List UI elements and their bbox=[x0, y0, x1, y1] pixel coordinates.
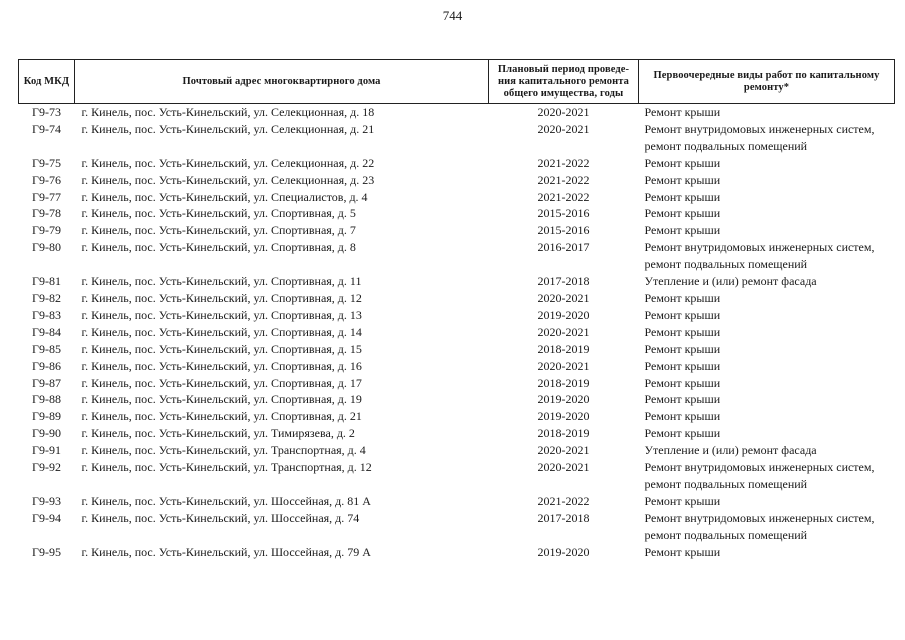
cell-period: 2019-2020 bbox=[537, 307, 590, 322]
cell-code: Г9-78 bbox=[32, 206, 61, 221]
works-line: Ремонт внутридомовых инженерных систем, bbox=[644, 510, 875, 525]
cell-period: 2017-2018 bbox=[537, 510, 590, 525]
cell-address: г. Кинель, пос. Усть-Кинельский, ул. Спортивная, д. 11 bbox=[81, 274, 362, 289]
table-row bbox=[19, 493, 895, 510]
works-line: Ремонт крыши bbox=[644, 189, 721, 204]
cell-code: Г9-74 bbox=[32, 121, 61, 136]
cell-code: Г9-85 bbox=[32, 341, 61, 356]
cell-code: Г9-95 bbox=[32, 544, 61, 559]
works-line: Ремонт внутридомовых инженерных систем, bbox=[644, 121, 875, 136]
table-row bbox=[19, 324, 895, 341]
cell-code: Г9-83 bbox=[32, 307, 61, 322]
table-row bbox=[19, 205, 895, 222]
cell-period: 2020-2021 bbox=[537, 121, 590, 136]
works-line: Ремонт крыши bbox=[644, 358, 721, 373]
cell-code: Г9-75 bbox=[32, 155, 61, 170]
cell-period: 2016-2017 bbox=[537, 240, 590, 255]
table-row bbox=[19, 222, 895, 239]
works-line: Ремонт крыши bbox=[644, 493, 721, 508]
cell-address: г. Кинель, пос. Усть-Кинельский, ул. Транспортная, д. 12 bbox=[81, 460, 372, 475]
table-row bbox=[19, 408, 895, 425]
cell-period: 2019-2020 bbox=[537, 544, 590, 559]
cell-code: Г9-91 bbox=[32, 443, 61, 458]
table-row bbox=[19, 155, 895, 172]
header-period: Плановый период проведе-ния капитального ремонта общего имущества, годы bbox=[489, 60, 639, 104]
works-line: Ремонт крыши bbox=[644, 426, 721, 441]
cell-code: Г9-76 bbox=[32, 172, 61, 187]
cell-works bbox=[639, 358, 895, 375]
cell-works bbox=[639, 172, 895, 189]
works-line: Ремонт крыши bbox=[644, 290, 721, 305]
table-row bbox=[19, 459, 895, 493]
cell-period: 2019-2020 bbox=[537, 409, 590, 424]
cell-address: г. Кинель, пос. Усть-Кинельский, ул. Специалистов, д. 4 bbox=[81, 189, 368, 204]
cell-works bbox=[639, 375, 895, 392]
cell-address: г. Кинель, пос. Усть-Кинельский, ул. Спортивная, д. 8 bbox=[81, 240, 356, 255]
cell-code: Г9-86 bbox=[32, 358, 61, 373]
cell-period: 2015-2016 bbox=[537, 223, 590, 238]
cell-code: Г9-77 bbox=[32, 189, 61, 204]
cell-address: г. Кинель, пос. Усть-Кинельский, ул. Селекционная, д. 23 bbox=[81, 172, 375, 187]
cell-works bbox=[639, 307, 895, 324]
cell-address: г. Кинель, пос. Усть-Кинельский, ул. Спортивная, д. 12 bbox=[81, 290, 362, 305]
cell-period: 2020-2021 bbox=[537, 324, 590, 339]
cell-address: г. Кинель, пос. Усть-Кинельский, ул. Селекционная, д. 18 bbox=[81, 105, 375, 119]
cell-address: г. Кинель, пос. Усть-Кинельский, ул. Спортивная, д. 19 bbox=[81, 392, 362, 407]
cell-address: г. Кинель, пос. Усть-Кинельский, ул. Спортивная, д. 21 bbox=[81, 409, 362, 424]
works-line: Ремонт крыши bbox=[644, 392, 721, 407]
cell-address: г. Кинель, пос. Усть-Кинельский, ул. Селекционная, д. 21 bbox=[81, 121, 375, 136]
works-line: Ремонт крыши bbox=[644, 544, 721, 559]
cell-code: Г9-88 bbox=[32, 392, 61, 407]
cell-works bbox=[639, 290, 895, 307]
cell-period: 2018-2019 bbox=[537, 426, 590, 441]
cell-period: 2020-2021 bbox=[537, 358, 590, 373]
cell-code: Г9-93 bbox=[32, 493, 61, 508]
cell-code: Г9-89 bbox=[32, 409, 61, 424]
table-row bbox=[19, 425, 895, 442]
cell-address: г. Кинель, пос. Усть-Кинельский, ул. Спортивная, д. 16 bbox=[81, 358, 362, 373]
housing-register-table bbox=[18, 59, 895, 560]
cell-address: г. Кинель, пос. Усть-Кинельский, ул. Транспортная, д. 4 bbox=[81, 443, 366, 458]
cell-works bbox=[639, 189, 895, 206]
works-line: Ремонт крыши bbox=[644, 172, 721, 187]
cell-works bbox=[639, 391, 895, 408]
cell-address: г. Кинель, пос. Усть-Кинельский, ул. Спортивная, д. 15 bbox=[81, 341, 362, 356]
table-row bbox=[19, 358, 895, 375]
table-row bbox=[19, 510, 895, 544]
header-address: Почтовый адрес многоквартирного дома bbox=[75, 60, 489, 104]
header-works: Первоочередные виды работ по капитальному ремонту* bbox=[639, 60, 895, 104]
cell-code: Г9-81 bbox=[32, 274, 61, 289]
table-row bbox=[19, 391, 895, 408]
table-row bbox=[19, 290, 895, 307]
cell-address: г. Кинель, пос. Усть-Кинельский, ул. Шоссейная, д. 81 А bbox=[81, 493, 371, 508]
works-line: Ремонт крыши bbox=[644, 324, 721, 339]
table-body bbox=[19, 104, 895, 561]
cell-works bbox=[639, 222, 895, 239]
cell-code: Г9-79 bbox=[32, 223, 61, 238]
table-row bbox=[19, 341, 895, 358]
cell-address: г. Кинель, пос. Усть-Кинельский, ул. Шоссейная, д. 79 А bbox=[81, 544, 371, 559]
cell-works bbox=[639, 205, 895, 222]
table-row bbox=[19, 172, 895, 189]
table-row bbox=[19, 442, 895, 459]
cell-works bbox=[639, 408, 895, 425]
cell-code: Г9-94 bbox=[32, 510, 61, 525]
works-line: ремонт подвальных помещений bbox=[644, 138, 808, 153]
table-row bbox=[19, 307, 895, 324]
works-line: ремонт подвальных помещений bbox=[644, 527, 808, 542]
works-line: Утепление и (или) ремонт фасада bbox=[644, 443, 817, 458]
cell-address: г. Кинель, пос. Усть-Кинельский, ул. Спортивная, д. 14 bbox=[81, 324, 362, 339]
cell-period: 2017-2018 bbox=[537, 274, 590, 289]
cell-period: 2021-2022 bbox=[537, 172, 590, 187]
cell-period: 2021-2022 bbox=[537, 155, 590, 170]
cell-period: 2015-2016 bbox=[537, 206, 590, 221]
works-line: Ремонт крыши bbox=[644, 409, 721, 424]
cell-period: 2021-2022 bbox=[537, 493, 590, 508]
works-line: ремонт подвальных помещений bbox=[644, 257, 808, 272]
table-row bbox=[19, 189, 895, 206]
works-line: Ремонт крыши bbox=[644, 206, 721, 221]
cell-period: 2020-2021 bbox=[537, 460, 590, 475]
cell-works bbox=[639, 425, 895, 442]
works-line: Ремонт крыши bbox=[644, 375, 721, 390]
works-line: Утепление и (или) ремонт фасада bbox=[644, 274, 817, 289]
cell-code: Г9-73 bbox=[32, 105, 61, 119]
cell-works bbox=[639, 104, 895, 121]
cell-code: Г9-84 bbox=[32, 324, 61, 339]
cell-works bbox=[639, 442, 895, 459]
cell-works bbox=[639, 510, 895, 544]
works-line: ремонт подвальных помещений bbox=[644, 476, 808, 491]
table-row bbox=[19, 104, 895, 121]
cell-address: г. Кинель, пос. Усть-Кинельский, ул. Тимирязева, д. 2 bbox=[81, 426, 355, 441]
header-code: Код МКД bbox=[19, 60, 75, 104]
cell-works bbox=[639, 544, 895, 561]
cell-code: Г9-82 bbox=[32, 290, 61, 305]
works-line: Ремонт внутридомовых инженерных систем, bbox=[644, 240, 875, 255]
table-row bbox=[19, 544, 895, 561]
cell-period: 2020-2021 bbox=[537, 105, 590, 119]
works-line: Ремонт крыши bbox=[644, 155, 721, 170]
cell-works bbox=[639, 324, 895, 341]
cell-works bbox=[639, 239, 895, 273]
cell-code: Г9-90 bbox=[32, 426, 61, 441]
cell-address: г. Кинель, пос. Усть-Кинельский, ул. Селекционная, д. 22 bbox=[81, 155, 375, 170]
works-line: Ремонт крыши bbox=[644, 105, 721, 119]
works-line: Ремонт крыши bbox=[644, 223, 721, 238]
cell-period: 2021-2022 bbox=[537, 189, 590, 204]
cell-code: Г9-87 bbox=[32, 375, 61, 390]
table-row bbox=[19, 239, 895, 273]
cell-address: г. Кинель, пос. Усть-Кинельский, ул. Шоссейная, д. 74 bbox=[81, 510, 360, 525]
cell-period: 2018-2019 bbox=[537, 375, 590, 390]
cell-address: г. Кинель, пос. Усть-Кинельский, ул. Спортивная, д. 5 bbox=[81, 206, 356, 221]
cell-period: 2020-2021 bbox=[537, 443, 590, 458]
table-row bbox=[19, 273, 895, 290]
table-row bbox=[19, 375, 895, 392]
cell-code: Г9-92 bbox=[32, 460, 61, 475]
works-line: Ремонт внутридомовых инженерных систем, bbox=[644, 460, 875, 475]
cell-address: г. Кинель, пос. Усть-Кинельский, ул. Спортивная, д. 7 bbox=[81, 223, 356, 238]
cell-period: 2019-2020 bbox=[537, 392, 590, 407]
cell-works bbox=[639, 121, 895, 155]
page-number: 744 bbox=[442, 8, 463, 23]
cell-address: г. Кинель, пос. Усть-Кинельский, ул. Спортивная, д. 13 bbox=[81, 307, 362, 322]
cell-period: 2020-2021 bbox=[537, 290, 590, 305]
table-row bbox=[19, 121, 895, 155]
cell-works bbox=[639, 273, 895, 290]
table-header-row bbox=[19, 60, 895, 104]
cell-address: г. Кинель, пос. Усть-Кинельский, ул. Спортивная, д. 17 bbox=[81, 375, 362, 390]
cell-code: Г9-80 bbox=[32, 240, 61, 255]
works-line: Ремонт крыши bbox=[644, 341, 721, 356]
cell-works bbox=[639, 155, 895, 172]
cell-period: 2018-2019 bbox=[537, 341, 590, 356]
cell-works bbox=[639, 341, 895, 358]
works-line: Ремонт крыши bbox=[644, 307, 721, 322]
cell-works bbox=[639, 493, 895, 510]
cell-works bbox=[639, 459, 895, 493]
